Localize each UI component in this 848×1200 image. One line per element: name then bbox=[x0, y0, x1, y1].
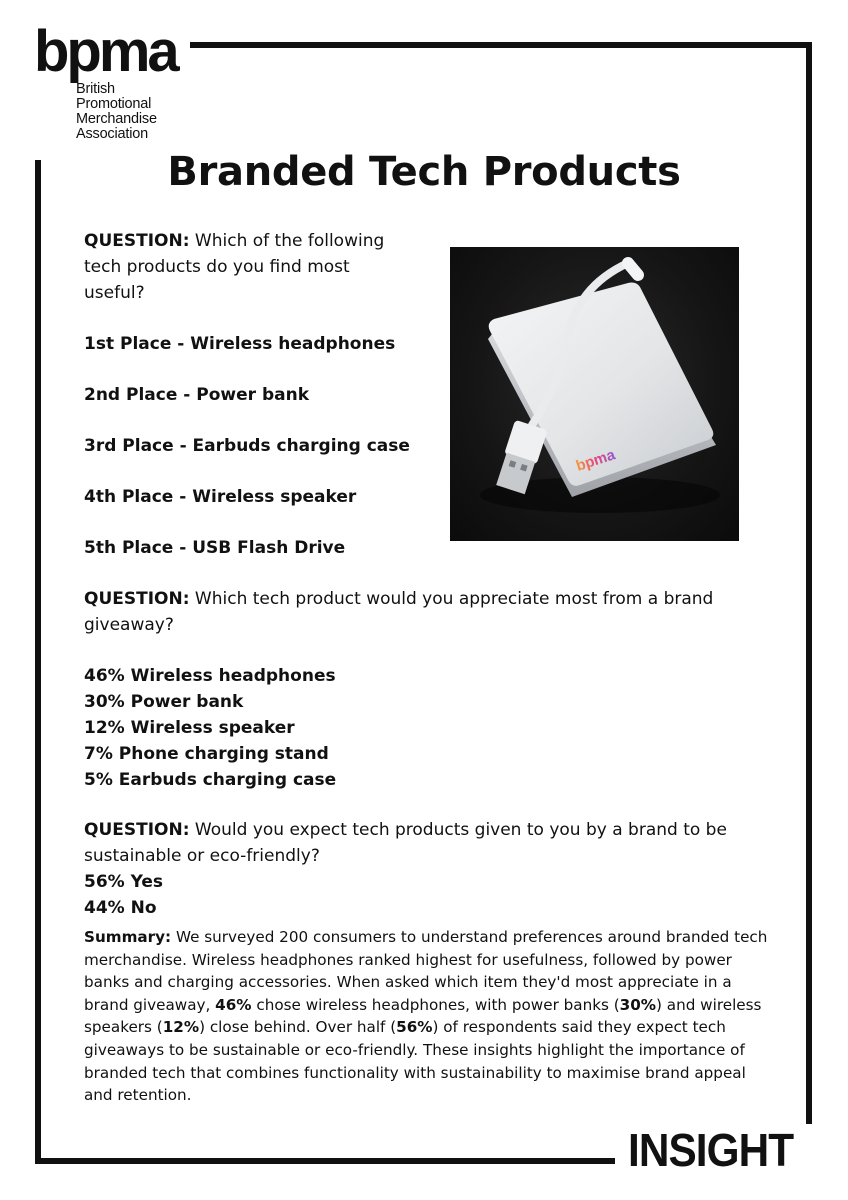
summary-stat: 30% bbox=[619, 995, 657, 1014]
result-item: 46% Wireless headphones bbox=[84, 666, 336, 686]
page-title: Branded Tech Products bbox=[167, 149, 681, 195]
insight-footer-label: INSIGHT bbox=[628, 1124, 794, 1176]
bpma-logo bbox=[34, 19, 194, 142]
question-1 bbox=[84, 228, 414, 306]
summary-label: Summary: bbox=[84, 928, 172, 946]
summary-text: We surveyed 200 consumers to understand preferences around branded tech merchandise. Wireless headphones ranked highest for usefulness, followed by power banks and charging accessories. When asked which item they'd most appreciate in a brand giveaway, bbox=[84, 928, 768, 1014]
question-text: Would you expect tech products given to you by a brand to be sustainable or eco-friendly? bbox=[84, 820, 727, 866]
frame-right-border bbox=[806, 42, 812, 1124]
summary-text: ) close behind. Over half ( bbox=[199, 1018, 397, 1037]
summary-stat: 56% bbox=[396, 1018, 433, 1037]
summary-text: ) and wireless speakers ( bbox=[84, 995, 762, 1037]
summary-stat: 12% bbox=[162, 1018, 200, 1037]
summary-text: chose wireless headphones, with power banks ( bbox=[251, 995, 620, 1014]
question-label: QUESTION: bbox=[84, 231, 190, 251]
result-item: 7% Phone charging stand bbox=[84, 744, 329, 764]
result-item: 12% Wireless speaker bbox=[84, 718, 295, 738]
question-text: Which tech product would you appreciate most from a brand giveaway? bbox=[84, 589, 714, 635]
survey-content bbox=[84, 228, 764, 921]
sustainability-results bbox=[84, 869, 764, 921]
summary-text: ) of respondents said they expect tech giveaways to be sustainable or eco-friendly. These insights highlight the importance of branded tech that combines functionality with sustainability to maximise brand appeal and retention. bbox=[84, 1018, 746, 1105]
result-item: 44% No bbox=[84, 898, 157, 918]
rank-item: 5th Place - USB Flash Drive bbox=[84, 538, 346, 558]
logo-line: Association bbox=[76, 126, 148, 142]
product-brand-logo: bpma bbox=[573, 446, 618, 475]
frame-top-border bbox=[190, 42, 812, 48]
rank-item: 3rd Place - Earbuds charging case bbox=[84, 436, 410, 456]
logo-wordmark: bpma bbox=[34, 19, 177, 84]
frame-left-border bbox=[35, 160, 41, 1164]
result-item: 30% Power bank bbox=[84, 692, 244, 712]
question-text: Which of the following tech products do you find most useful? bbox=[84, 231, 385, 303]
question-2 bbox=[84, 586, 764, 638]
result-item: 56% Yes bbox=[84, 872, 164, 892]
summary-paragraph bbox=[84, 926, 774, 1107]
question-label: QUESTION: bbox=[84, 589, 190, 609]
frame-bottom-border bbox=[35, 1158, 615, 1164]
logo-line: British bbox=[76, 81, 115, 97]
result-item: 5% Earbuds charging case bbox=[84, 770, 337, 790]
logo-line: Promotional bbox=[76, 96, 152, 112]
question-label: QUESTION: bbox=[84, 820, 190, 840]
rank-item: 4th Place - Wireless speaker bbox=[84, 487, 357, 507]
rank-item: 2nd Place - Power bank bbox=[84, 385, 310, 405]
question-3 bbox=[84, 817, 764, 869]
summary-stat: 46% bbox=[215, 995, 252, 1014]
ranking-list bbox=[84, 331, 764, 561]
logo-line: Merchandise bbox=[76, 111, 157, 127]
rank-item: 1st Place - Wireless headphones bbox=[84, 334, 396, 354]
giveaway-results bbox=[84, 663, 764, 793]
logo-subtitle bbox=[76, 82, 194, 142]
